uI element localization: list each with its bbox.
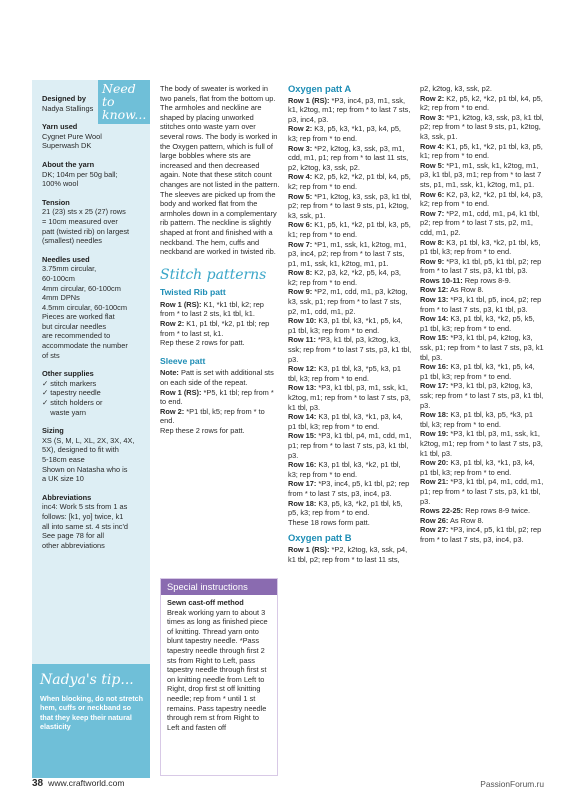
sleeve-note-label: Note: bbox=[160, 368, 179, 378]
row-text: K2, p5, k2, *k2, p1 tbl, k4, p5, k2; rep from * to end. bbox=[420, 93, 543, 113]
sidebar-section-line: follows: [k1, yo] twice, k1 bbox=[42, 511, 124, 521]
sidebar-section-line: Cygnet Pure Wool bbox=[42, 131, 102, 141]
row-label: Row 5: bbox=[420, 160, 445, 170]
row-text: K3, p1 tbl, k3, *k1, p5, k4, p1 tbl, k3; rep from * to end. bbox=[288, 316, 403, 335]
pattern-row bbox=[288, 172, 412, 191]
row-label: Row 26: bbox=[420, 515, 449, 525]
oxygen-patt-a-rows bbox=[288, 96, 412, 518]
sidebar-section-heading: Abbreviations bbox=[42, 492, 92, 502]
pattern-row bbox=[288, 412, 412, 431]
pattern-row bbox=[288, 268, 412, 287]
row-label: Row 6: bbox=[420, 189, 445, 199]
row-label: Row 21: bbox=[420, 477, 449, 487]
row-text: *P3, k1 tbl, p3, k2tog, k3, ssk; rep from * to last 7 sts, p3, k1 tbl, p3. bbox=[420, 381, 544, 410]
pattern-row bbox=[420, 362, 544, 381]
sidebar-section-heading: Needles used bbox=[42, 254, 90, 264]
row-label: Row 2: bbox=[288, 124, 313, 134]
row-label: Row 15: bbox=[288, 431, 317, 441]
row-label: Row 14: bbox=[288, 412, 317, 422]
sidebar-section-line: ✓ stitch markers bbox=[42, 378, 97, 388]
pattern-row bbox=[160, 319, 280, 338]
sidebar-section-line: ✓ stitch holders or bbox=[42, 398, 103, 408]
row-label: Row 10: bbox=[288, 316, 317, 326]
pattern-row bbox=[420, 381, 544, 410]
row-label: Row 4: bbox=[288, 172, 313, 182]
oxygen-b-continued: p2, k2tog, k3, ssk, p2. bbox=[420, 84, 492, 93]
sidebar-section-heading: About the yarn bbox=[42, 159, 95, 169]
oxygen-b-column bbox=[420, 84, 544, 545]
sidebar-section-line: 3.75mm circular, bbox=[42, 264, 97, 274]
tip-box bbox=[32, 664, 150, 778]
sidebar-section-line: Superwash DK bbox=[42, 141, 92, 151]
sidebar-section bbox=[42, 160, 148, 189]
sewn-cast-off-heading: Sewn cast-off method bbox=[167, 598, 244, 607]
pattern-row bbox=[420, 209, 544, 238]
pattern-row bbox=[288, 460, 412, 479]
pattern-row bbox=[160, 388, 280, 407]
row-label: Row 12: bbox=[420, 285, 449, 295]
row-text: K2, p3, k2, *k2, p5, k4, p3, k2; rep from * to end. bbox=[288, 268, 401, 287]
row-text: *P3, inc4, p3, m1, ssk, k1, k2tog, m1; rep from * to last 7 sts, p3, inc4, p3. bbox=[288, 95, 411, 124]
sidebar-section-line: are recommended to bbox=[42, 331, 111, 341]
row-text: K3, p1 tbl, k3, *k1, p3, k4, p1 tbl, k3; rep from * to end. bbox=[288, 412, 403, 431]
row-label: Row 14: bbox=[420, 314, 449, 324]
pattern-row bbox=[420, 161, 544, 190]
pattern-row bbox=[288, 364, 412, 383]
pattern-row bbox=[288, 96, 412, 125]
sidebar-section-line: inc4: Work 5 sts from 1 as bbox=[42, 502, 128, 512]
pattern-row bbox=[288, 479, 412, 498]
row-text: K3, p5, k3, *k1, p3, k4, p5, k3; rep from * to end. bbox=[288, 124, 401, 143]
row-label: Row 3: bbox=[420, 112, 445, 122]
row-text: K3, p1 tbl, k3, *p5, k3, p1 tbl, k3; rep from * to end. bbox=[288, 364, 401, 383]
row-text: K3, p1 tbl, k3, *k1, p3, k4, p1 tbl, k3; rep from * to end. bbox=[420, 458, 535, 477]
need-to-know-header: Need to know... bbox=[98, 80, 150, 124]
sidebar-section-heading: Yarn used bbox=[42, 122, 78, 132]
row-label: Row 7: bbox=[288, 239, 313, 249]
row-text: As Row 8. bbox=[450, 515, 484, 525]
sidebar-section bbox=[42, 198, 148, 246]
row-text: K3, p1 tbl, k3, p5, *k3, p1 tbl, k3; rep from * to end. bbox=[420, 410, 533, 429]
row-text: *P3, k1 tbl, p4, k2tog, k3, ssk, p1; rep from * to last 7 sts, p3, k1 tbl, p3. bbox=[420, 333, 544, 362]
row-label: Row 4: bbox=[420, 141, 445, 151]
pattern-row bbox=[288, 499, 412, 518]
page-footer bbox=[32, 778, 125, 789]
sidebar-section-line: accommodate the number bbox=[42, 341, 128, 351]
sidebar-section-line: 5X), designed to fit with bbox=[42, 445, 119, 455]
sidebar-section-line: (smallest) needles bbox=[42, 236, 102, 246]
pattern-row bbox=[420, 314, 544, 333]
row-text: K3, p1 tbl, k3, *k1, p5, k4, p1 tbl, k3; rep from * to end. bbox=[420, 362, 535, 381]
row-text: *P3, k1 tbl, p4, m1, cdd, m1, p1; rep from * to last 7 sts, p3, k1 tbl, p3. bbox=[420, 477, 544, 506]
pattern-row bbox=[420, 276, 544, 286]
sidebar-section-line: of sts bbox=[42, 350, 60, 360]
sidebar-section-line: Pieces are worked flat bbox=[42, 312, 115, 322]
sidebar-section-heading: Designed by bbox=[42, 94, 86, 103]
pattern-row bbox=[420, 429, 544, 458]
row-text: *P1, m1, ssk, k1, k2tog, m1, p3, k1 tbl, p3, m1; rep from * to last 7 sts, p1, m1, ssk, k1, k2tog, m1, p1. bbox=[420, 160, 542, 189]
row-text: Rep rows 8-9. bbox=[464, 275, 511, 285]
row-text: K1, p1 tbl, *k2, p1 tbl; rep from * to last st, k1. bbox=[160, 319, 270, 338]
pattern-row bbox=[288, 545, 412, 564]
row-text: *P3, k1 tbl, p3, k2tog, k3, ssk; rep from * to last 7 sts, p3, k1 tbl, p3. bbox=[288, 335, 412, 364]
sidebar-section bbox=[42, 94, 148, 113]
row-label: Row 8: bbox=[288, 268, 313, 278]
special-instructions-header: Special instructions bbox=[161, 579, 277, 595]
intro-text: The body of sweater is worked in two panels, flat from the bottom up. The armholes and neckline are shaped by placing unworked stitches onto waste yarn over several rows. The body is worked in the Oxygen pattern, which is full of large bobbles where sts are increased and then decreased again. Note that these stitch count changes are not listed in the pattern. The sleeves are picked up from the body and worked flat from the armholes down in a complementary rib pattern. The neckline is slightly shaped at front and finished with a neckband. The hem, cuffs and neckband are worked in twisted rib. bbox=[160, 84, 280, 257]
sidebar-section-heading: Sizing bbox=[42, 426, 64, 436]
pattern-row bbox=[420, 94, 544, 113]
twisted-rib-rows bbox=[160, 300, 280, 338]
pattern-row bbox=[288, 124, 412, 143]
row-label: Row 16: bbox=[288, 460, 317, 470]
row-label: Rows 22-25: bbox=[420, 506, 464, 516]
intro-column bbox=[160, 84, 280, 436]
pattern-row bbox=[420, 506, 544, 516]
sleeve-end: Rep these 2 rows for patt. bbox=[160, 426, 245, 435]
row-label: Row 27: bbox=[420, 525, 449, 535]
tip-body: When blocking, do not stretch hem, cuffs or neckband so that they keep their natural elasticity bbox=[40, 694, 144, 732]
sidebar-section-line: See page 78 for all bbox=[42, 531, 105, 541]
tip-title: Nadya's tip... bbox=[40, 672, 134, 688]
pattern-row bbox=[420, 142, 544, 161]
oxygen-patt-a-heading: Oxygen patt A bbox=[288, 83, 352, 94]
sidebar-section-heading: Other supplies bbox=[42, 369, 94, 379]
need-to-know-panel bbox=[32, 80, 150, 778]
row-text: K1, *k1 tbl, k2; rep from * to last 2 sts, k1 tbl, k1. bbox=[160, 299, 264, 319]
sidebar-section-line: patt (twisted rib) on largest bbox=[42, 226, 130, 236]
sidebar-section bbox=[42, 369, 148, 417]
pattern-row bbox=[288, 192, 412, 221]
pattern-row bbox=[288, 287, 412, 316]
row-text: *P3, k1 tbl, p3, m1, ssk, k1, k2tog, m1; rep from * to last 7 sts, p3, k1 tbl, p3. bbox=[420, 429, 543, 458]
row-text: K2, p5, k2, *k2, p1 tbl, k4, p5, k2; rep from * to end. bbox=[288, 172, 411, 191]
page-number: 38 bbox=[32, 778, 44, 789]
row-label: Row 15: bbox=[420, 333, 449, 343]
row-label: Row 8: bbox=[420, 237, 445, 247]
pattern-row bbox=[420, 525, 544, 544]
row-label: Row 18: bbox=[420, 410, 449, 420]
row-label: Row 5: bbox=[288, 191, 313, 201]
row-text: *P3, inc4, p5, k1 tbl, p2; rep from * to last 7 sts, p3, inc4, p3. bbox=[288, 479, 410, 498]
row-text: K1, p5, k1, *k2, p1 tbl, k3, p5, k1; rep from * to end. bbox=[288, 220, 411, 239]
row-label: Row 17: bbox=[420, 381, 449, 391]
pattern-row bbox=[420, 285, 544, 295]
sidebar-section-line: 100% wool bbox=[42, 179, 79, 189]
row-text: *P2, k2tog, k3, ssk, p3, m1, cdd, m1, p1; rep from * to last 11 sts, p2, k2tog, k3, ssk, p2. bbox=[288, 143, 409, 172]
stitch-patterns-heading: Stitch patterns bbox=[160, 266, 267, 283]
pattern-row bbox=[420, 238, 544, 257]
pattern-row bbox=[420, 477, 544, 506]
row-text: *P2, m1, cdd, m1, p4, k1 tbl, p2; rep from * to last 7 sts, p2, m1, cdd, m1, p2. bbox=[420, 208, 540, 237]
row-text: K1, p5, k1, *k2, p1 tbl, k3, p5, k1; rep from * to end. bbox=[420, 141, 543, 161]
row-label: Row 6: bbox=[288, 220, 313, 230]
sidebar-section-line: all into same st. 4 sts inc'd bbox=[42, 521, 129, 531]
row-label: Row 1 (RS): bbox=[160, 299, 202, 309]
row-text: K2, p3, k2, *k2, p1 tbl, k4, p3, k2; rep from * to end. bbox=[420, 189, 543, 209]
sidebar-section-line: a UK size 10 bbox=[42, 474, 84, 484]
row-text: *P3, k1 tbl, p4, m1, cdd, m1, p1; rep from * to last 7 sts, p3, k1 tbl, p3. bbox=[288, 431, 412, 460]
row-label: Row 2: bbox=[160, 406, 185, 416]
row-text: *P1, k2tog, k3, ssk, p3, k1 tbl, p2; rep from * to last 9 sts, p1, k2tog, k3, ssk, p1. bbox=[288, 191, 412, 220]
row-text: *P2, m1, cdd, m1, p3, k2tog, k3, ssk, p1; rep from * to last 7 sts, p2, m1, cdd, m1, p2. bbox=[288, 287, 408, 316]
sleeve-patt-rows bbox=[160, 388, 280, 426]
row-text: K3, p1 tbl, k3, *k2, p1 tbl, k3; rep from * to end. bbox=[288, 460, 401, 479]
row-label: Row 1 (RS): bbox=[160, 387, 202, 397]
row-text: Rep rows 8-9 twice. bbox=[465, 506, 531, 516]
oxygen-patt-b-rows-continued bbox=[420, 94, 544, 545]
sidebar-section-line: 4mm circular, 60-100cm bbox=[42, 283, 121, 293]
pattern-row bbox=[288, 144, 412, 173]
row-text: *P3, k1 tbl, p5, inc4, p2; rep from * to last 7 sts, p3, k1 tbl, p3. bbox=[420, 295, 542, 314]
sleeve-patt-heading: Sleeve patt bbox=[160, 355, 206, 366]
pattern-row bbox=[288, 240, 412, 269]
row-label: Row 17: bbox=[288, 479, 317, 489]
pattern-row bbox=[160, 300, 280, 319]
sidebar-section bbox=[42, 493, 148, 551]
sidebar-section-line: 60-100cm bbox=[42, 273, 75, 283]
sidebar-section-line: DK; 104m per 50g ball; bbox=[42, 169, 118, 179]
sidebar-section-line: Shown on Natasha who is bbox=[42, 464, 128, 474]
pattern-row bbox=[420, 516, 544, 526]
row-label: Row 13: bbox=[420, 295, 449, 305]
row-text: K3, p1 tbl, k3, *k2, p1 tbl, k5, p1 tbl, k3; rep from * to end. bbox=[420, 237, 541, 257]
pattern-row bbox=[420, 295, 544, 314]
sleeve-note bbox=[160, 368, 280, 387]
row-label: Row 1 (RS): bbox=[288, 95, 330, 105]
pattern-row bbox=[288, 316, 412, 335]
pattern-row bbox=[420, 257, 544, 276]
row-text: K3, p5, k3, *k2, p1 tbl, k5, p5, k3; rep from * to end. bbox=[288, 498, 403, 518]
pattern-row bbox=[420, 333, 544, 362]
row-label: Row 12: bbox=[288, 364, 317, 374]
special-instructions-box bbox=[160, 578, 278, 776]
sidebar-section bbox=[42, 255, 148, 361]
row-text: *P3, k1 tbl, p5, k1 tbl, p2; rep from * to last 7 sts, p3, k1 tbl, p3. bbox=[420, 256, 542, 276]
sidebar-section-line: 5-18cm ease bbox=[42, 455, 85, 464]
sidebar-section-heading: Tension bbox=[42, 197, 70, 207]
site-url: www.craftworld.com bbox=[48, 778, 125, 788]
sidebar-section-line: but circular needles bbox=[42, 321, 107, 331]
oxygen-patt-a-end: These 18 rows form patt. bbox=[288, 517, 370, 527]
row-label: Row 9: bbox=[288, 287, 313, 297]
twisted-rib-note: Rep these 2 rows for patt. bbox=[160, 338, 245, 348]
row-label: Row 19: bbox=[420, 429, 449, 439]
sidebar-section-line: XS (S, M, L, XL, 2X, 3X, 4X, bbox=[42, 435, 135, 445]
row-label: Row 16: bbox=[420, 362, 449, 372]
sidebar-section-line: 4mm DPNs bbox=[42, 293, 80, 303]
sidebar-section-line: other abbreviations bbox=[42, 540, 105, 550]
pattern-row bbox=[420, 410, 544, 429]
pattern-row bbox=[420, 458, 544, 477]
row-text: K3, p1 tbl, k3, *k2, p5, k5, p1 tbl, k3; rep from * to end. bbox=[420, 314, 535, 333]
sidebar-section bbox=[42, 122, 148, 151]
row-text: *P1, k2tog, k3, ssk, p3, k1 tbl, p2; rep from * to last 9 sts, p1, k2tog, k3, ssk, p1. bbox=[420, 112, 544, 141]
sidebar-section-line: waste yarn bbox=[42, 407, 86, 417]
pattern-row bbox=[160, 407, 280, 426]
pattern-row bbox=[288, 431, 412, 460]
oxygen-patt-b-heading: Oxygen patt B bbox=[288, 532, 352, 544]
oxygen-a-column bbox=[288, 84, 412, 564]
watermark: PassionForum.ru bbox=[480, 779, 544, 789]
sidebar-section-line: 4.5mm circular, 60-100cm bbox=[42, 302, 128, 312]
twisted-rib-heading: Twisted Rib patt bbox=[160, 287, 226, 298]
pattern-row bbox=[420, 190, 544, 209]
need-to-know-content bbox=[42, 94, 148, 559]
row-label: Row 2: bbox=[160, 319, 185, 329]
row-label: Row 3: bbox=[288, 143, 313, 153]
sleeve-note-text: Patt is set with additional sts on each side of the repeat. bbox=[160, 368, 274, 388]
row-label: Row 1 (RS): bbox=[288, 544, 330, 554]
row-text: *P1, m1, ssk, k1, k2tog, m1, p3, inc4, p2; rep from * to last 7 sts, p1, m1, ssk, k1, k2tog, m1, p1. bbox=[288, 239, 407, 268]
pattern-row bbox=[288, 220, 412, 239]
row-label: Row 18: bbox=[288, 498, 317, 508]
row-label: Row 11: bbox=[288, 335, 316, 345]
row-label: Rows 10-11: bbox=[420, 275, 463, 285]
pattern-row bbox=[288, 335, 412, 364]
row-label: Row 9: bbox=[420, 256, 445, 266]
row-label: Row 2: bbox=[420, 93, 445, 103]
row-text: *P1 tbl, k5; rep from * to end. bbox=[160, 406, 265, 426]
sidebar-section-line: 21 (23) sts x 25 (27) rows bbox=[42, 207, 126, 217]
sidebar-section-line: Nadya Stallings bbox=[42, 103, 94, 113]
row-text: *P3, k1 tbl, p3, m1, ssk, k1, k2tog, m1; rep from * to last 7 sts, p3, k1 tbl, p3. bbox=[288, 383, 411, 412]
row-text: *P5, k1 tbl; rep from * to end. bbox=[160, 387, 274, 407]
row-label: Row 7: bbox=[420, 208, 445, 218]
pattern-row bbox=[420, 113, 544, 142]
sidebar-section-line: ✓ tapestry needle bbox=[42, 388, 101, 398]
sidebar-section bbox=[42, 426, 148, 484]
sewn-cast-off-text: Break working yarn to about 3 times as long as finished piece of knitting. Thread yarn onto blunt tapestry needle. *Pass tapestry needle through first 2 sts from Right to Left, pass tapestry needle through first st on knitting needle from Left to Right, drop first st off knitting needle; rep from * until 1 st remains. Pass tapestry needle through rem st from Right to Left and fasten off bbox=[167, 607, 268, 732]
row-label: Row 13: bbox=[288, 383, 317, 393]
sidebar-section-line: = 10cm measured over bbox=[42, 216, 118, 226]
oxygen-patt-b-rows bbox=[288, 545, 412, 564]
row-text: As Row 8. bbox=[450, 285, 484, 295]
row-label: Row 20: bbox=[420, 458, 449, 468]
row-text: *P3, inc4, p5, k1 tbl, p2; rep from * to last 7 sts, p3, inc4, p3. bbox=[420, 525, 542, 544]
row-text: *P2, k2tog, k3, ssk, p4, k1 tbl, p2; rep from * to last 11 sts, bbox=[288, 544, 408, 564]
pattern-row bbox=[288, 383, 412, 412]
